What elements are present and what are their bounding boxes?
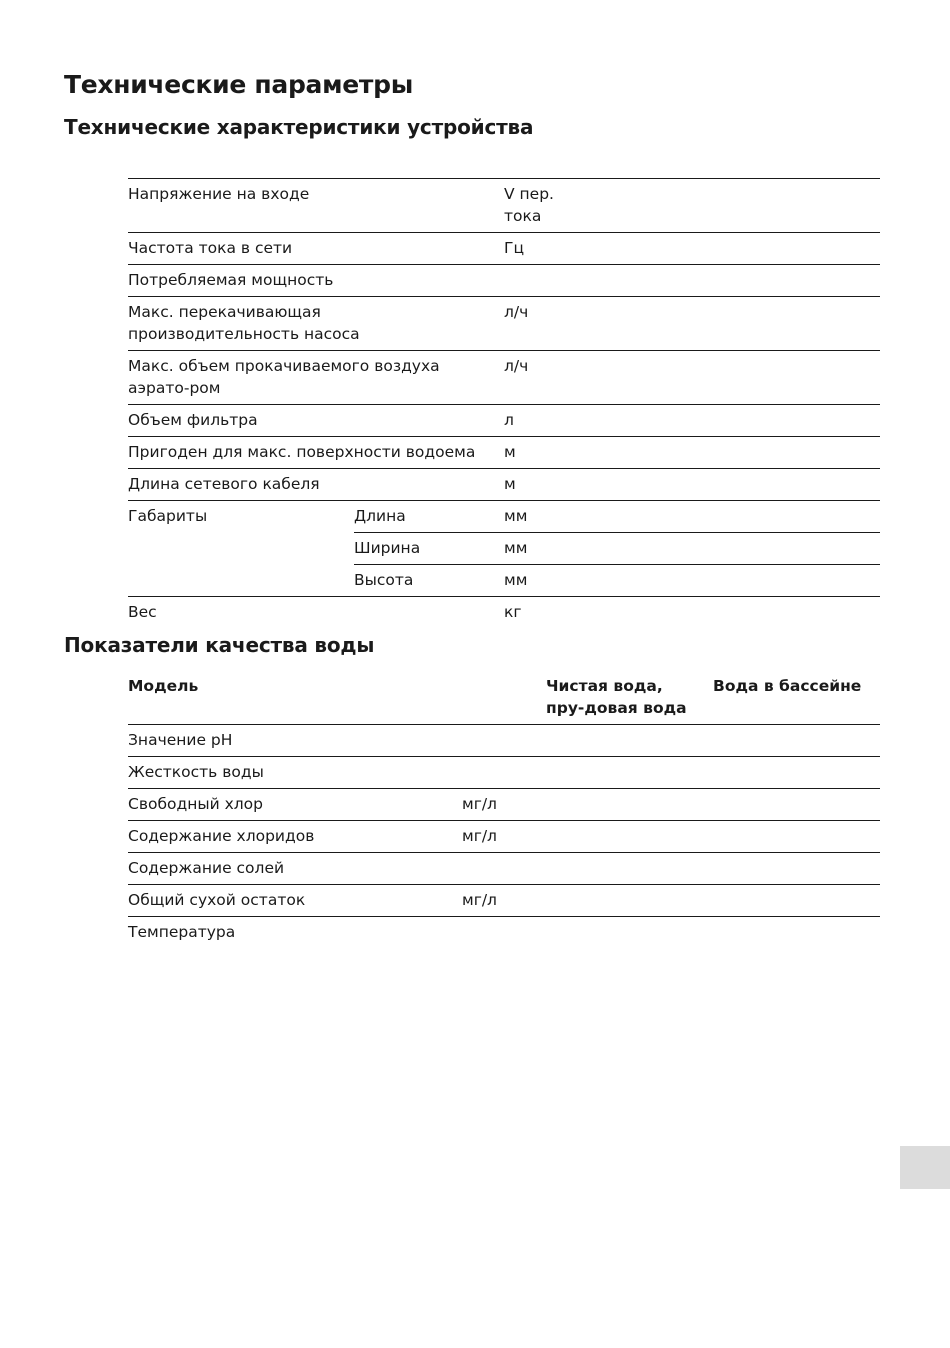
dimension-name: Ширина	[354, 533, 504, 565]
spec-label: Потребляемая мощность	[128, 265, 504, 297]
spec-unit: л/ч	[504, 351, 880, 405]
spec-unit: V пер. тока	[504, 179, 880, 233]
water-param-unit	[462, 917, 546, 949]
water-param-label: Значение pH	[128, 725, 462, 757]
water-param-unit	[462, 725, 546, 757]
water-param-unit: мг/л	[462, 885, 546, 917]
table-row	[128, 179, 880, 233]
dimension-name: Длина	[354, 501, 504, 533]
spec-unit: м	[504, 469, 880, 501]
page-title: Технические параметры	[64, 70, 413, 99]
spec-label: Частота тока в сети	[128, 233, 504, 265]
spec-label: Пригоден для макс. поверхности водоема	[128, 437, 504, 469]
table-row	[128, 725, 880, 757]
table-row	[128, 265, 880, 297]
table-row	[128, 469, 880, 501]
water-param-unit	[462, 757, 546, 789]
table-row	[128, 917, 880, 949]
column-pond-water: Чистая вода, пру-довая вода	[546, 671, 713, 725]
water-param-unit: мг/л	[462, 821, 546, 853]
dimension-name: Высота	[354, 565, 504, 597]
spec-unit: Гц	[504, 233, 880, 265]
spec-label: Вес	[128, 597, 504, 629]
column-pool-water: Вода в бассейне	[713, 671, 880, 725]
spec-unit	[504, 265, 880, 297]
water-table	[128, 671, 880, 948]
dimension-unit: мм	[504, 501, 880, 533]
spec-unit: л/ч	[504, 297, 880, 351]
column-model: Модель	[128, 671, 546, 725]
dimension-unit: мм	[504, 565, 880, 597]
water-param-label: Общий сухой остаток	[128, 885, 462, 917]
water-param-label: Содержание солей	[128, 853, 462, 885]
specs-heading: Технические характеристики устройства	[64, 115, 534, 139]
water-param-label: Свободный хлор	[128, 789, 462, 821]
spec-unit: л	[504, 405, 880, 437]
water-param-unit: мг/л	[462, 789, 546, 821]
spec-label: Макс. объем прокачиваемого воздуха аэрато-ром	[128, 351, 504, 405]
spec-label: Длина сетевого кабеля	[128, 469, 504, 501]
table-row	[128, 597, 880, 629]
table-row	[128, 757, 880, 789]
water-heading: Показатели качества воды	[64, 633, 375, 657]
spec-label: Напряжение на входе	[128, 179, 504, 233]
table-row	[128, 853, 880, 885]
water-param-unit	[462, 853, 546, 885]
chapter-tab-marker	[900, 1146, 950, 1189]
water-param-label: Жесткость воды	[128, 757, 462, 789]
table-header-row	[128, 671, 880, 725]
spec-unit: м	[504, 437, 880, 469]
table-row	[128, 501, 880, 533]
dimension-unit: мм	[504, 533, 880, 565]
dimensions-label: Габариты	[128, 501, 354, 597]
table-row	[128, 405, 880, 437]
table-row	[128, 437, 880, 469]
table-row	[128, 351, 880, 405]
water-param-label: Температура	[128, 923, 236, 941]
table-row	[128, 789, 880, 821]
table-row	[128, 297, 880, 351]
specs-table	[128, 178, 880, 628]
table-row	[128, 821, 880, 853]
table-row	[128, 233, 880, 265]
spec-unit: кг	[504, 597, 880, 629]
water-param-label: Содержание хлоридов	[128, 821, 462, 853]
spec-label: Объем фильтра	[128, 405, 504, 437]
table-row	[128, 885, 880, 917]
spec-label: Макс. перекачивающая производительность насоса	[128, 297, 504, 351]
